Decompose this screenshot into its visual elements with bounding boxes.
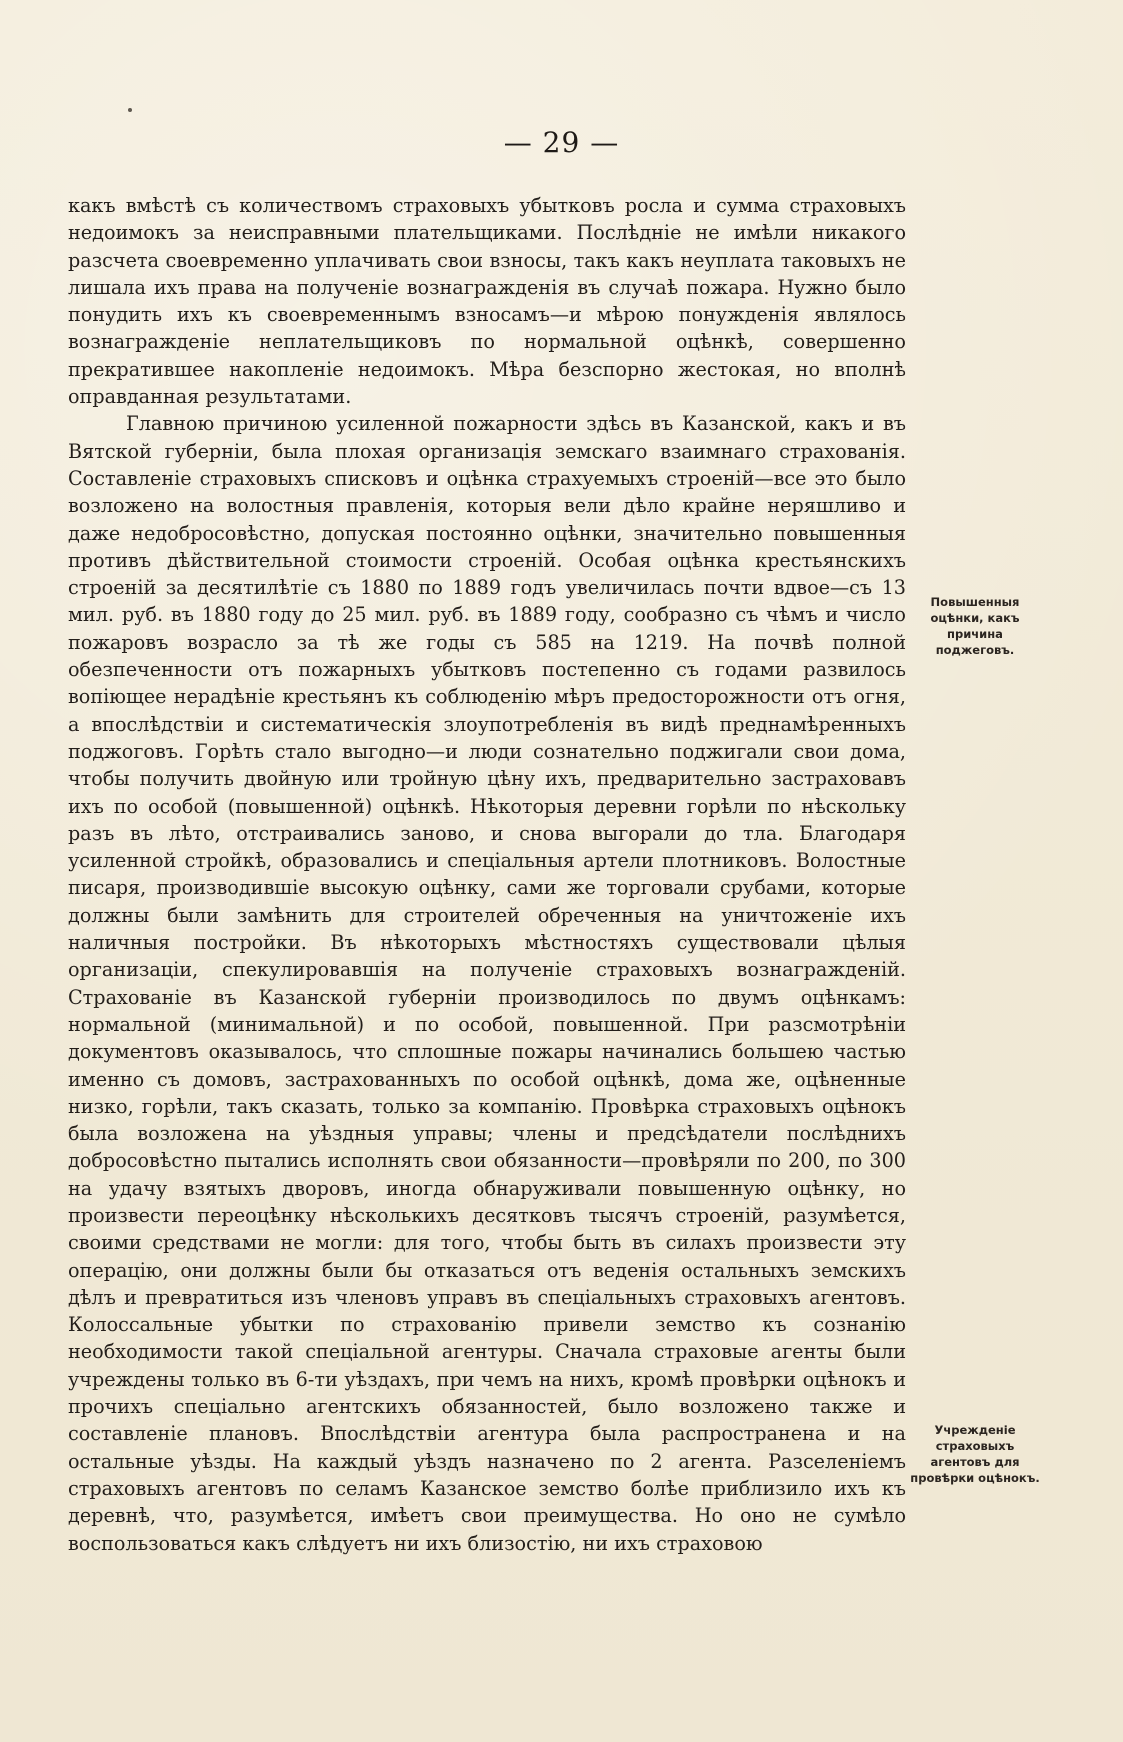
margin-note-raised-valuations: Повышенныя оцѣнки, какъ причина поджеговъ. [930, 595, 1020, 657]
main-text [68, 192, 906, 1557]
ink-dot [128, 108, 132, 112]
margin-note-insurance-agents: Учрежденіе страховыхъ агентовъ для провѣрки оцѣнокъ. [910, 1423, 1040, 1485]
page-number: — 29 — [503, 126, 620, 159]
paragraph-1: какъ вмѣстѣ съ количествомъ страховыхъ убытковъ росла и сумма страховыхъ недоимокъ за неисправными плательщиками. Послѣдніе не имѣли никакого разсчета своевременно уплачивать свои взносы, такъ какъ неуплата таковыхъ не лишала ихъ права на полученіе вознагражденія въ случаѣ пожара. Нужно было понудить ихъ къ своевременнымъ взносамъ—и мѣрою понужденія являлось вознагражденіе неплательщиковъ по нормальной оцѣнкѣ, совершенно прекратившее накопленіе недоимокъ. Мѣра безспорно жестокая, но вполнѣ оправданная результатами. [68, 194, 906, 409]
paragraph-2: Главною причиною усиленной пожарности здѣсь въ Казанской, какъ и въ Вятской губерніи, была плохая организація земскаго взаимнаго страхованія. Составленіе страховыхъ списковъ и оцѣнка страхуемыхъ строеній—все это было возложено на волостныя правленія, которыя вели дѣло крайне неряшливо и даже недобросовѣстно, допуская постоянно оцѣнки, значительно повышенныя противъ дѣйствительной стоимости строеній. Особая оцѣнка крестьянскихъ строеній за десятилѣтіе съ 1880 по 1889 годъ увеличилась почти вдвое—съ 13 мил. руб. въ 1880 году до 25 мил. руб. въ 1889 году, сообразно съ чѣмъ и число пожаровъ возрасло за тѣ же годы съ 585 на 1219. На почвѣ полной обезпеченности отъ пожарныхъ убытковъ постепенно съ годами развилось вопіющее нерадѣніе крестьянъ къ соблюденію мѣръ предосторожности отъ огня, а впослѣдствіи и систематическія злоупотребленія въ видѣ преднамѣренныхъ поджоговъ. Горѣть стало выгодно—и люди сознательно поджигали свои дома, чтобы получить двойную или тройную цѣну ихъ, предварительно застраховавъ ихъ по особой (повышенной) оцѣнкѣ. Нѣкоторыя деревни горѣли по нѣскольку разъ въ лѣто, отстраивались заново, и снова выгорали до тла. Благодаря усиленной стройкѣ, образовались и спеціальныя артели плотниковъ. Волостные писаря, производившіе высокую оцѣнку, сами же торговали срубами, которые должны были замѣнить для строителей обреченныя на уничтоженіе ихъ наличныя постройки. Въ нѣкоторыхъ мѣстностяхъ существовали цѣлыя организаціи, спекулировавшія на полученіе страховыхъ вознагражденій. Страхованіе въ Казанской губерніи производилось по двумъ оцѣнкамъ: нормальной (минимальной) и по особой, повышенной. При разсмотрѣніи документовъ оказывалось, что сплошные пожары начинались большею частью именно съ домовъ, застрахованныхъ по особой оцѣнкѣ, дома же, оцѣненные низко, горѣли, такъ сказать, только за компанію. Провѣрка страховыхъ оцѣнокъ была возложена на уѣздныя управы; члены и предсѣдатели послѣднихъ добросовѣстно пытались исполнять свои обязанности—провѣряли по 200, по 300 на удачу взятыхъ дворовъ, иногда обнаруживали повышенную оцѣнку, но произвести переоцѣнку нѣсколькихъ десятковъ тысячъ строеній, разумѣется, своими средствами не могли: для того, чтобы быть въ силахъ произвести эту операцію, они должны были бы отказаться отъ веденія остальныхъ земскихъ дѣлъ и превратиться изъ членовъ управъ въ спеціальныхъ страховыхъ агентовъ. Колоссальные убытки по страхованію привели земство къ сознанію необходимости такой спеціальной агентуры. Сначала страховые агенты были учреждены только въ 6-ти уѣздахъ, при чемъ на нихъ, кромѣ провѣрки оцѣнокъ и прочихъ спеціально агентскихъ обязанностей, было возложено также и составленіе плановъ. Впослѣдствіи агентура была распространена и на остальные уѣзды. На каждый уѣздъ назначено по 2 агента. Разселеніемъ страховыхъ агентовъ по селамъ Казанское земство болѣе приблизило ихъ къ деревнѣ, что, разумѣется, имѣетъ свои преимущества. Но оно не сумѣло воспользоваться какъ слѣдуетъ ни ихъ близостію, ни ихъ страховою [68, 412, 906, 1555]
